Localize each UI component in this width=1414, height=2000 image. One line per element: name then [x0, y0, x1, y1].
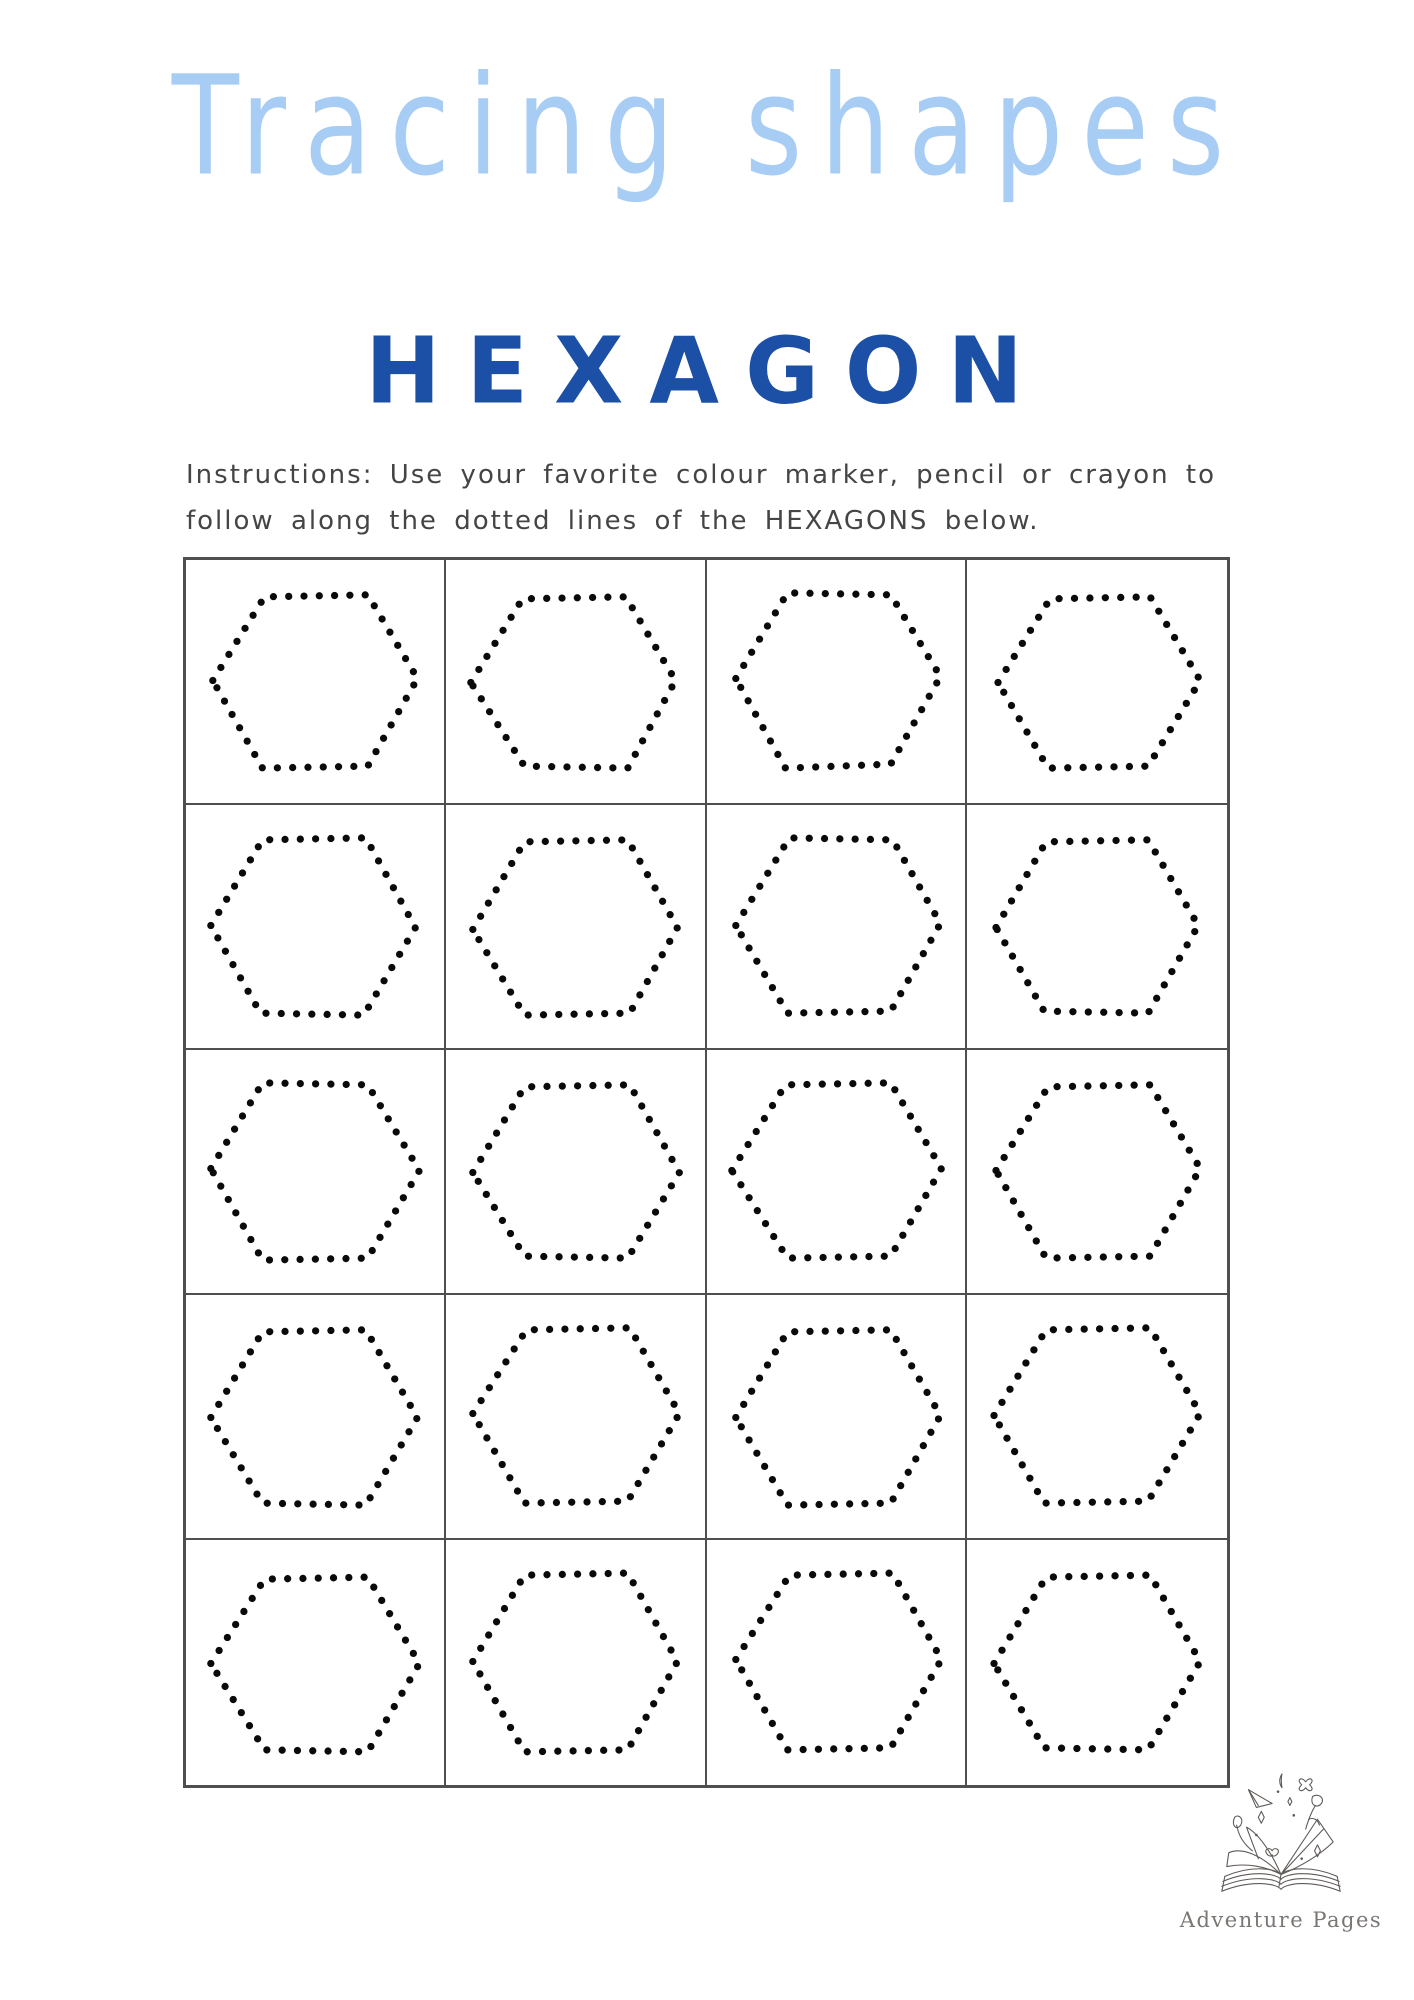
grid-cell [186, 1295, 446, 1540]
tracing-grid [183, 557, 1230, 1788]
dotted-hexagon-icon [186, 1540, 444, 1785]
dotted-hexagon-icon [446, 1295, 704, 1538]
brand-name: Adventure Pages [1179, 1908, 1383, 1932]
dotted-hexagon-icon [186, 1050, 444, 1293]
grid-cell [707, 1050, 967, 1295]
grid-cell [707, 1540, 967, 1785]
adventure-pages-logo [1178, 1768, 1384, 1932]
dotted-hexagon-icon [446, 1540, 704, 1785]
grid-cell [707, 560, 967, 805]
grid-cell [186, 560, 446, 805]
dotted-hexagon-icon [707, 560, 965, 803]
instructions-text [186, 452, 1286, 544]
grid-cell [967, 805, 1227, 1050]
grid-cell [967, 1050, 1227, 1295]
page-title: Tracing shapes [171, 46, 1243, 206]
grid-cell [446, 1295, 706, 1540]
grid-cell [707, 1295, 967, 1540]
grid-cell [967, 560, 1227, 805]
dotted-hexagon-icon [967, 805, 1227, 1048]
dotted-hexagon-icon [967, 1295, 1227, 1538]
dotted-hexagon-icon [446, 805, 704, 1048]
grid-cell [446, 805, 706, 1050]
page-subtitle: HEXAGON [365, 318, 1049, 426]
dotted-hexagon-icon [707, 1050, 965, 1293]
dotted-hexagon-icon [707, 1295, 965, 1538]
dotted-hexagon-icon [446, 560, 704, 803]
dotted-hexagon-icon [186, 805, 444, 1048]
open-book-icon [1206, 1768, 1356, 1906]
dotted-hexagon-icon [707, 805, 965, 1048]
grid-cell [967, 1540, 1227, 1785]
instructions-line-1: Instructions: Use your favorite colour marker, pencil or crayon to [186, 460, 1216, 490]
instructions-line-2: follow along the dotted lines of the HEXAGONS below. [186, 506, 1040, 536]
dotted-hexagon-icon [967, 1050, 1227, 1293]
dotted-hexagon-icon [446, 1050, 704, 1293]
dotted-hexagon-icon [186, 1295, 444, 1538]
grid-cell [186, 1050, 446, 1295]
grid-cell [967, 1295, 1227, 1540]
grid-cell [186, 1540, 446, 1785]
grid-cell [446, 1050, 706, 1295]
dotted-hexagon-icon [186, 560, 444, 803]
grid-cell [446, 1540, 706, 1785]
dotted-hexagon-icon [967, 560, 1227, 803]
dotted-hexagon-icon [967, 1540, 1227, 1785]
grid-cell [186, 805, 446, 1050]
dotted-hexagon-icon [707, 1540, 965, 1785]
grid-cell [707, 805, 967, 1050]
grid-cell [446, 560, 706, 805]
